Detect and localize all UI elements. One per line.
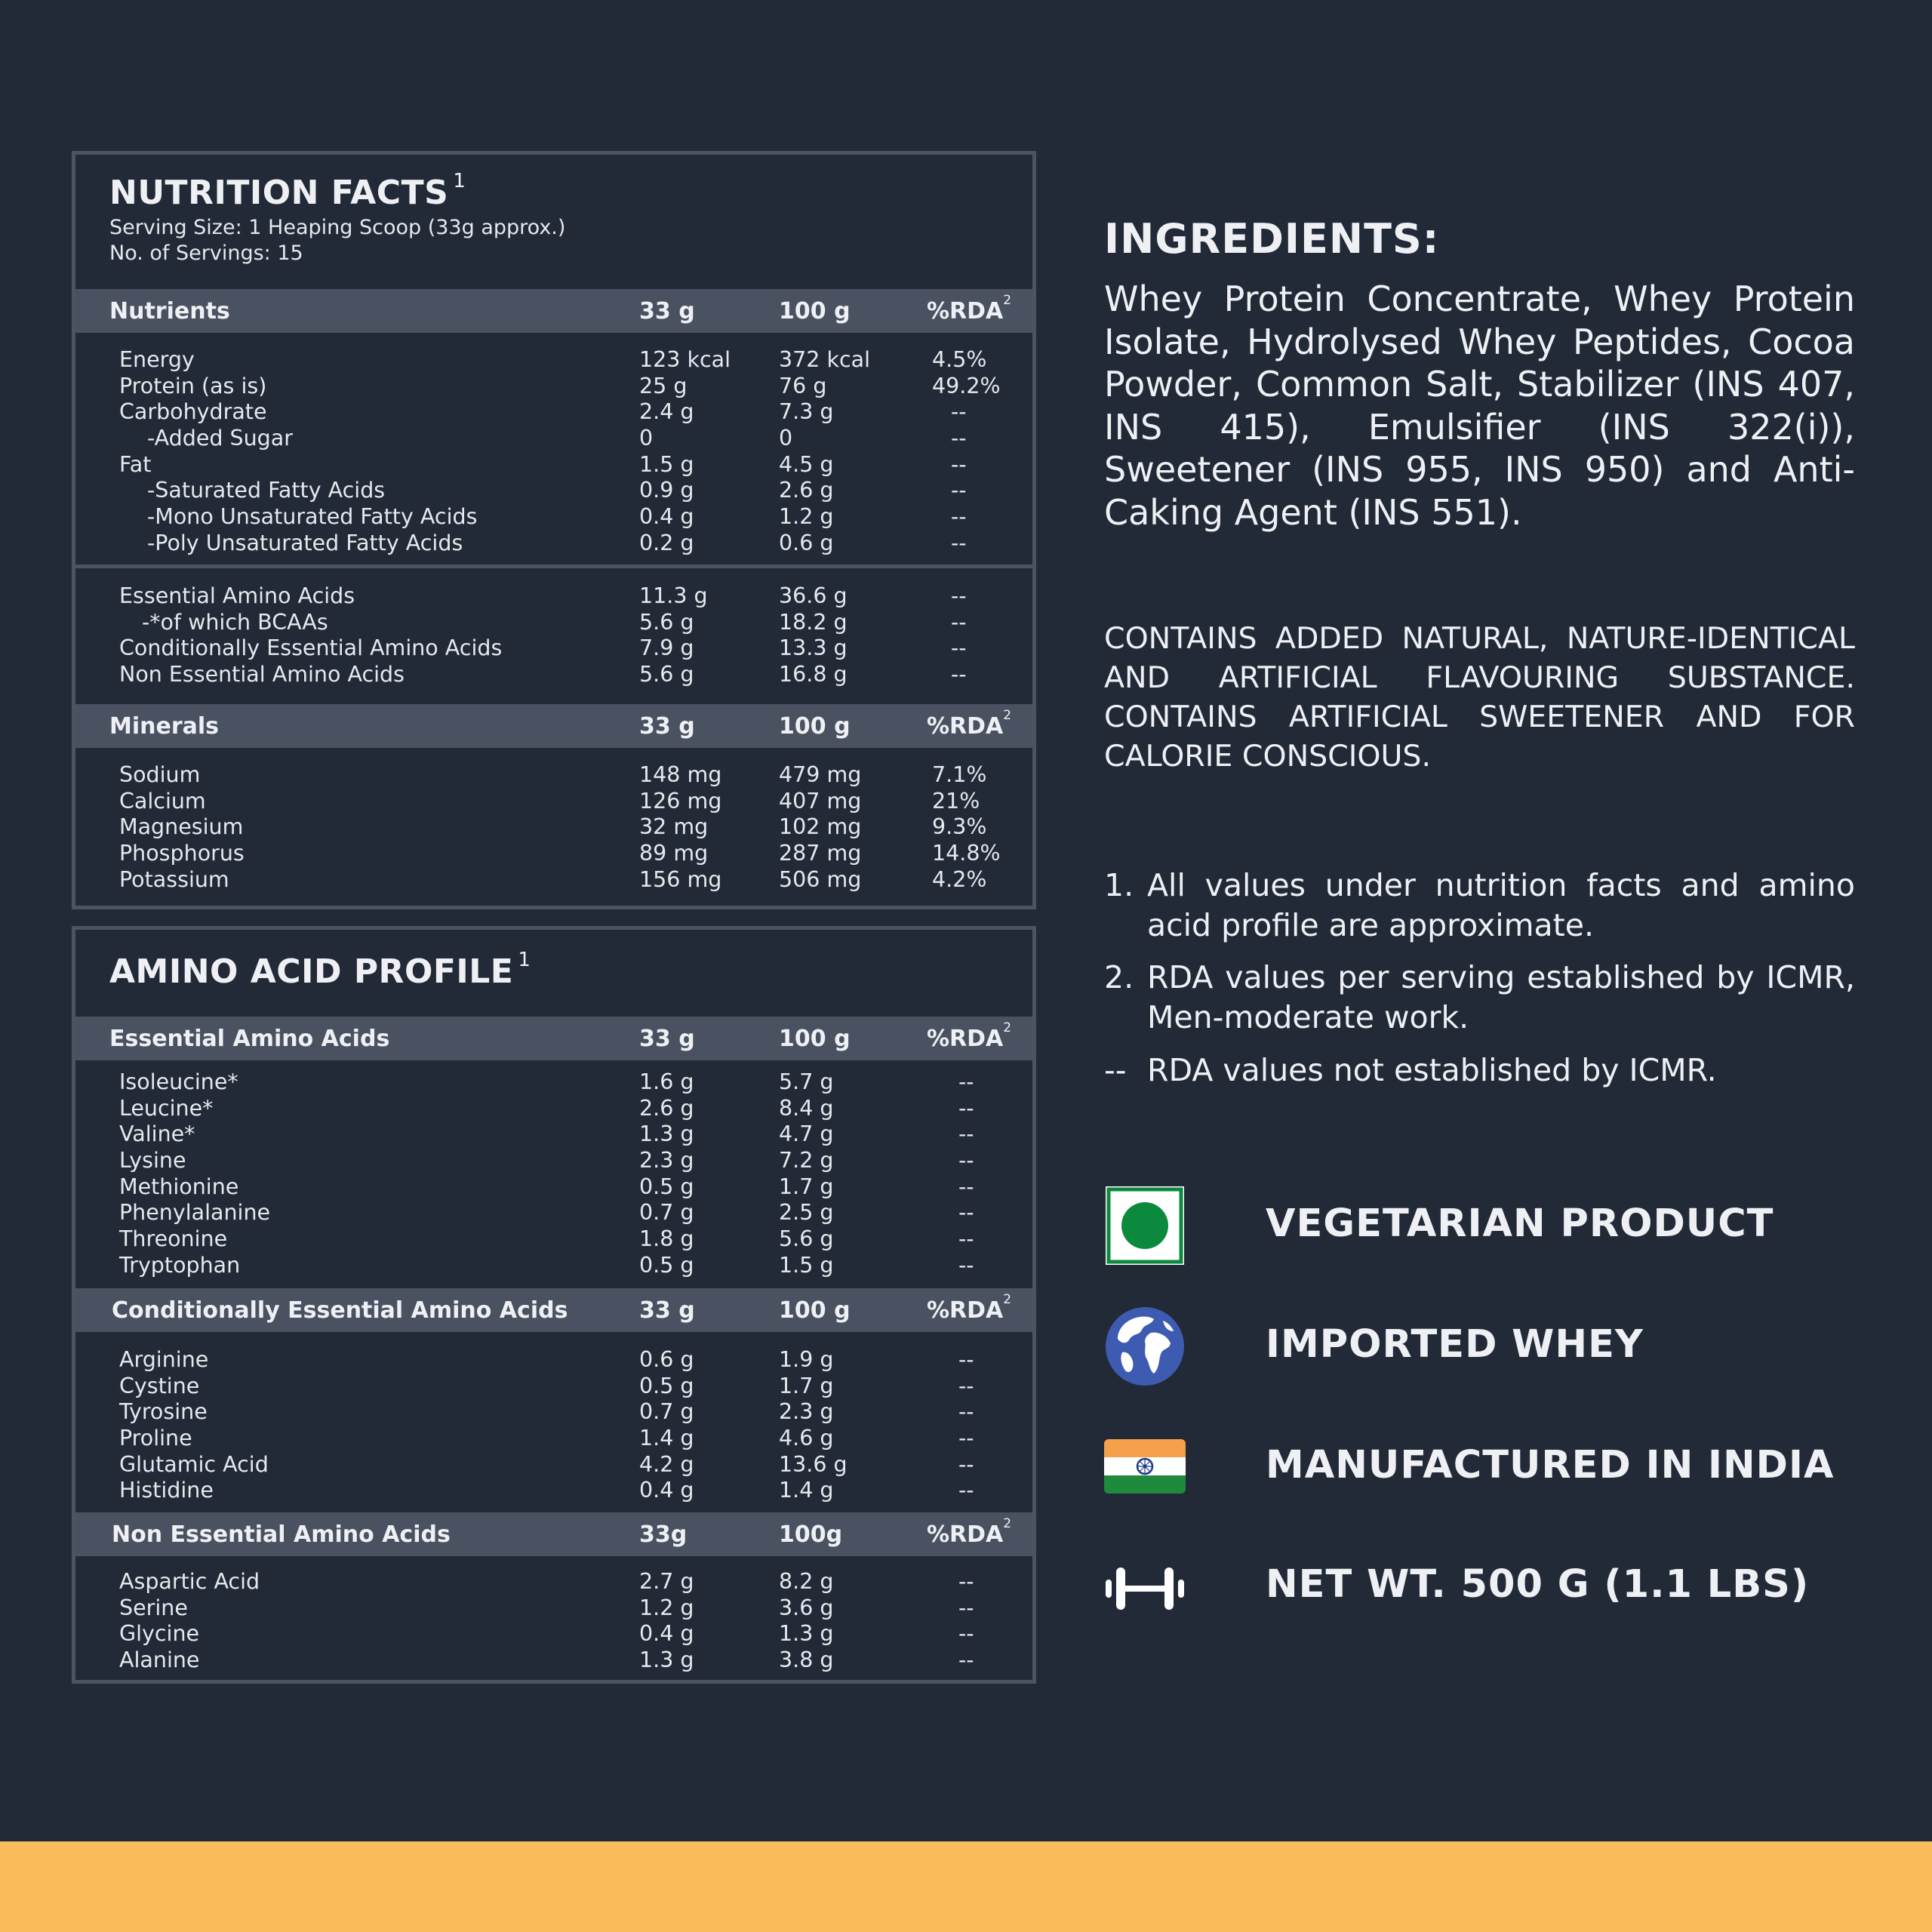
globe-icon — [1104, 1306, 1186, 1387]
amino-summary-rows — [75, 583, 1032, 688]
header-rda-text: %RDA — [927, 713, 1004, 740]
row-name: Leucine* — [119, 1095, 214, 1121]
manufactured-in-india-label: MANUFACTURED IN INDIA — [1266, 1443, 1835, 1487]
row-rda: -- — [951, 504, 967, 530]
table-row — [75, 504, 1032, 531]
row-rda: -- — [958, 1069, 974, 1094]
table-row — [75, 1069, 1032, 1096]
row-100g: 13.6 g — [779, 1451, 848, 1477]
row-100g: 76 g — [779, 373, 827, 398]
row-100g: 7.3 g — [779, 399, 834, 425]
row-name: Serine — [119, 1595, 188, 1620]
row-100g: 5.7 g — [779, 1069, 834, 1094]
row-33g: 2.7 g — [639, 1569, 694, 1594]
row-name: Isoleucine* — [119, 1069, 238, 1094]
conditional-amino-rows — [75, 1347, 1032, 1504]
table-row — [75, 399, 1032, 426]
header-rda-sup: 2 — [1003, 293, 1012, 308]
row-100g: 1.7 g — [779, 1174, 834, 1199]
row-name: Protein (as is) — [119, 373, 267, 398]
row-100g: 506 mg — [779, 866, 862, 892]
row-33g: 1.6 g — [639, 1069, 694, 1094]
row-rda: -- — [951, 583, 967, 608]
header-label: Conditionally Essential Amino Acids — [112, 1297, 568, 1324]
row-name: Carbohydrate — [119, 399, 267, 425]
row-33g: 0 — [639, 426, 654, 451]
row-name: Tyrosine — [119, 1399, 208, 1425]
row-name: Phosphorus — [119, 841, 245, 866]
row-name: -Added Sugar — [147, 426, 293, 451]
table-row — [75, 1148, 1032, 1174]
row-rda: -- — [951, 609, 967, 635]
row-name: Aspartic Acid — [119, 1569, 260, 1594]
header-label: Minerals — [109, 713, 220, 740]
table-row — [75, 1452, 1032, 1478]
row-name: Arginine — [119, 1347, 209, 1372]
row-100g: 4.7 g — [779, 1121, 834, 1147]
header-100g: 100 g — [779, 1026, 851, 1052]
row-name: Essential Amino Acids — [119, 583, 355, 608]
vegetarian-label: VEGETARIAN PRODUCT — [1266, 1201, 1774, 1246]
row-name: Methionine — [119, 1174, 239, 1199]
row-33g: 148 mg — [639, 762, 722, 787]
row-rda: -- — [951, 662, 967, 688]
row-rda: -- — [958, 1148, 974, 1174]
table-row — [75, 1226, 1032, 1253]
table-row — [75, 662, 1032, 688]
footnote-marker: 2. — [1104, 959, 1134, 995]
row-33g: 2.3 g — [639, 1148, 694, 1174]
header-rda-text: %RDA — [927, 1521, 1004, 1548]
row-33g: 7.9 g — [639, 635, 694, 661]
row-33g: 126 mg — [639, 788, 722, 814]
table-row — [75, 814, 1032, 841]
row-100g: 3.6 g — [779, 1595, 834, 1620]
header-100g: 100 g — [779, 713, 851, 740]
row-33g: 2.4 g — [639, 399, 694, 425]
nutrition-facts-title — [109, 170, 466, 212]
row-rda: -- — [958, 1595, 974, 1620]
dumbbell-icon — [1104, 1566, 1186, 1611]
table-row — [75, 762, 1032, 789]
row-100g: 4.6 g — [779, 1426, 834, 1451]
row-100g: 372 kcal — [779, 347, 871, 372]
row-name: -Mono Unsaturated Fatty Acids — [147, 504, 478, 530]
row-name: -Saturated Fatty Acids — [147, 478, 386, 503]
table-row — [75, 1096, 1032, 1122]
footnote-marker: -- — [1104, 1052, 1127, 1088]
row-100g: 0.6 g — [779, 530, 834, 555]
row-rda: -- — [958, 1095, 974, 1121]
ingredients-title: INGREDIENTS: — [1104, 215, 1440, 263]
row-33g: 5.6 g — [639, 609, 694, 635]
footnote-marker: 1. — [1104, 867, 1134, 903]
india-flag-icon — [1104, 1439, 1186, 1494]
row-100g: 5.6 g — [779, 1226, 834, 1252]
nutrients-rows — [75, 347, 1032, 557]
table-row — [75, 478, 1032, 504]
table-row — [75, 583, 1032, 610]
header-33g: 33 g — [639, 298, 695, 325]
row-rda: -- — [958, 1347, 974, 1372]
row-33g: 11.3 g — [639, 583, 708, 608]
table-row — [75, 867, 1032, 894]
header-label: Non Essential Amino Acids — [112, 1521, 451, 1548]
table-row — [75, 1121, 1032, 1148]
row-rda: -- — [958, 1121, 974, 1147]
row-name: Tryptophan — [119, 1252, 241, 1278]
essential-amino-header — [75, 1017, 1032, 1060]
imported-whey-label: IMPORTED WHEY — [1266, 1322, 1644, 1367]
table-row — [75, 1426, 1032, 1452]
header-rda-text: %RDA — [927, 298, 1004, 325]
row-rda: -- — [951, 451, 967, 477]
minerals-rows — [75, 762, 1032, 893]
header-33g: 33 g — [639, 713, 695, 740]
row-100g: 479 mg — [779, 762, 862, 787]
row-33g: 0.6 g — [639, 1347, 694, 1372]
row-rda: 4.2% — [932, 866, 987, 892]
row-100g: 1.5 g — [779, 1252, 834, 1278]
row-100g: 3.8 g — [779, 1647, 834, 1673]
row-name: Alanine — [119, 1647, 200, 1673]
row-100g: 36.6 g — [779, 583, 848, 608]
row-rda: 49.2% — [932, 373, 1001, 398]
row-name: Threonine — [119, 1226, 228, 1252]
row-name: Phenylalanine — [119, 1200, 271, 1226]
header-33g: 33g — [639, 1521, 688, 1548]
table-row — [75, 1399, 1032, 1426]
row-name: Fat — [119, 451, 152, 477]
header-rda — [927, 1292, 1012, 1324]
row-rda: -- — [958, 1647, 974, 1673]
row-100g: 8.4 g — [779, 1095, 834, 1121]
row-100g: 2.5 g — [779, 1200, 834, 1226]
row-100g: 287 mg — [779, 841, 862, 866]
header-rda — [927, 708, 1012, 740]
row-rda: -- — [958, 1226, 974, 1252]
header-rda — [927, 1020, 1012, 1052]
header-rda — [927, 1516, 1012, 1548]
table-row — [75, 1621, 1032, 1647]
row-33g: 1.3 g — [639, 1647, 694, 1673]
row-100g: 1.4 g — [779, 1478, 834, 1503]
row-name: Conditionally Essential Amino Acids — [119, 635, 503, 661]
header-33g: 33 g — [639, 1026, 695, 1052]
footnote-3 — [1104, 1051, 1855, 1091]
row-rda: 14.8% — [932, 841, 1001, 866]
header-100g: 100g — [779, 1521, 843, 1548]
servings-count: No. of Servings: 15 — [109, 242, 303, 265]
footnote-1 — [1104, 866, 1855, 946]
amino-profile-title-text: AMINO ACID PROFILE — [109, 952, 514, 991]
row-name: Non Essential Amino Acids — [119, 662, 405, 688]
row-rda: -- — [958, 1478, 974, 1503]
row-name: Glycine — [119, 1621, 200, 1647]
row-33g: 4.2 g — [639, 1451, 694, 1477]
table-row — [75, 1174, 1032, 1201]
row-33g: 156 mg — [639, 866, 722, 892]
row-33g: 0.2 g — [639, 530, 694, 555]
row-rda: 9.3% — [932, 814, 987, 840]
row-33g: 0.5 g — [639, 1252, 694, 1278]
row-rda: -- — [958, 1200, 974, 1226]
row-33g: 0.4 g — [639, 504, 694, 530]
row-100g: 407 mg — [779, 788, 862, 814]
row-33g: 123 kcal — [639, 347, 731, 372]
nutrition-facts-panel — [72, 151, 1036, 909]
row-rda: -- — [951, 478, 967, 503]
table-row — [75, 374, 1032, 400]
row-name: Lysine — [119, 1148, 186, 1174]
row-33g: 0.4 g — [639, 1478, 694, 1503]
row-rda: -- — [958, 1174, 974, 1199]
section-divider — [75, 565, 1032, 568]
nutrition-facts-footnote-ref: 1 — [453, 170, 466, 193]
row-100g: 16.8 g — [779, 662, 848, 688]
row-33g: 25 g — [639, 373, 688, 398]
essential-amino-rows — [75, 1069, 1032, 1279]
table-row — [75, 635, 1032, 662]
table-row — [75, 1347, 1032, 1374]
ingredients-text: Whey Protein Concentrate, Whey Protein Isolate, Hydrolysed Whey Peptides, Cocoa Powder, Common Salt, Stabilizer (INS 407, INS 415), Emulsifier (INS 322(i)), Sweetener (INS 955, INS 950) and Anti-Caking Agent (INS 551). — [1104, 278, 1855, 533]
table-row — [75, 1647, 1032, 1674]
row-name: Histidine — [119, 1478, 214, 1503]
serving-size: Serving Size: 1 Heaping Scoop (33g approx.) — [109, 216, 566, 239]
header-rda-text: %RDA — [927, 1297, 1004, 1324]
header-label: Nutrients — [109, 298, 230, 325]
net-weight-label: NET WT. 500 G (1.1 LBS) — [1266, 1562, 1810, 1607]
row-33g: 1.8 g — [639, 1226, 694, 1252]
table-row — [75, 426, 1032, 452]
row-rda: -- — [951, 426, 967, 451]
footnote-text: All values under nutrition facts and amino acid profile are approximate. — [1147, 867, 1855, 943]
row-name: Cystine — [119, 1373, 200, 1398]
nutrition-facts-title-text: NUTRITION FACTS — [109, 174, 449, 212]
header-100g: 100 g — [779, 1297, 851, 1324]
row-rda: -- — [958, 1569, 974, 1594]
amino-acid-profile-panel — [72, 926, 1036, 1684]
row-33g: 5.6 g — [639, 662, 694, 688]
row-name: Potassium — [119, 866, 229, 892]
conditional-amino-header — [75, 1288, 1032, 1332]
row-33g: 0.5 g — [639, 1174, 694, 1199]
header-rda-sup: 2 — [1003, 1020, 1012, 1035]
footnote-text: RDA values not established by ICMR. — [1147, 1052, 1717, 1088]
table-row — [75, 347, 1032, 374]
table-row — [75, 1200, 1032, 1226]
footnote-2 — [1104, 958, 1855, 1038]
row-name: Magnesium — [119, 814, 244, 840]
row-100g: 4.5 g — [779, 451, 834, 477]
row-rda: -- — [958, 1451, 974, 1477]
row-100g: 18.2 g — [779, 609, 848, 635]
table-row — [75, 1595, 1032, 1622]
header-rda-sup: 2 — [1003, 1516, 1012, 1531]
row-33g: 0.9 g — [639, 478, 694, 503]
row-name: Glutamic Acid — [119, 1451, 269, 1477]
row-33g: 1.3 g — [639, 1121, 694, 1147]
row-33g: 0.7 g — [639, 1200, 694, 1226]
table-row — [75, 1374, 1032, 1400]
row-100g: 13.3 g — [779, 635, 848, 661]
nonessential-amino-header — [75, 1512, 1032, 1556]
vegetarian-icon — [1104, 1185, 1186, 1266]
nonessential-amino-rows — [75, 1569, 1032, 1674]
row-100g: 102 mg — [779, 814, 862, 840]
row-33g: 1.2 g — [639, 1595, 694, 1620]
row-33g: 89 mg — [639, 841, 709, 866]
row-name: Sodium — [119, 762, 201, 787]
table-row — [75, 789, 1032, 815]
header-rda-sup: 2 — [1003, 1292, 1012, 1307]
row-33g: 1.4 g — [639, 1426, 694, 1451]
row-33g: 1.5 g — [639, 451, 694, 477]
row-rda: -- — [958, 1399, 974, 1425]
row-33g: 32 mg — [639, 814, 709, 840]
row-100g: 8.2 g — [779, 1569, 834, 1594]
amino-profile-title — [109, 949, 531, 991]
row-100g: 1.3 g — [779, 1621, 834, 1647]
footnote-text: RDA values per serving established by ICMR, Men-moderate work. — [1147, 959, 1855, 1035]
row-name: Valine* — [119, 1121, 195, 1147]
row-100g: 7.2 g — [779, 1148, 834, 1174]
header-rda-text: %RDA — [927, 1026, 1004, 1052]
footer-accent-bar — [0, 1841, 1932, 1932]
row-rda: 21% — [932, 788, 980, 814]
row-rda: -- — [958, 1426, 974, 1451]
row-name: Proline — [119, 1426, 192, 1451]
row-100g: 0 — [779, 426, 793, 451]
row-rda: -- — [958, 1373, 974, 1398]
row-100g: 1.9 g — [779, 1347, 834, 1372]
table-row — [75, 1253, 1032, 1279]
table-row — [75, 841, 1032, 867]
row-100g: 2.3 g — [779, 1399, 834, 1425]
nutrients-header — [75, 289, 1032, 333]
row-rda: -- — [951, 399, 967, 425]
row-33g: 0.5 g — [639, 1373, 694, 1398]
row-rda: -- — [951, 635, 967, 661]
row-rda: -- — [951, 530, 967, 555]
table-row — [75, 610, 1032, 636]
row-rda: -- — [958, 1252, 974, 1278]
row-rda: 4.5% — [932, 347, 987, 372]
row-name: -*of which BCAAs — [142, 609, 328, 635]
row-name: Calcium — [119, 788, 206, 814]
minerals-header — [75, 704, 1032, 748]
row-33g: 0.4 g — [639, 1621, 694, 1647]
header-100g: 100 g — [779, 298, 851, 325]
row-33g: 2.6 g — [639, 1095, 694, 1121]
header-rda-sup: 2 — [1003, 708, 1012, 723]
header-rda — [927, 293, 1012, 325]
amino-profile-footnote-ref: 1 — [518, 949, 531, 972]
row-100g: 2.6 g — [779, 478, 834, 503]
row-33g: 0.7 g — [639, 1399, 694, 1425]
header-label: Essential Amino Acids — [109, 1026, 390, 1052]
table-row — [75, 531, 1032, 557]
header-33g: 33 g — [639, 1297, 695, 1324]
row-name: Energy — [119, 347, 195, 372]
row-rda: -- — [958, 1621, 974, 1647]
row-100g: 1.7 g — [779, 1373, 834, 1398]
row-rda: 7.1% — [932, 762, 987, 787]
table-row — [75, 452, 1032, 478]
table-row — [75, 1569, 1032, 1595]
table-row — [75, 1478, 1032, 1504]
row-100g: 1.2 g — [779, 504, 834, 530]
row-name: -Poly Unsaturated Fatty Acids — [147, 530, 463, 555]
contains-statement: CONTAINS ADDED NATURAL, NATURE-IDENTICAL AND ARTIFICIAL FLAVOURING SUBSTANCE. CONTAINS ARTIFICIAL SWEETENER AND FOR CALORIE CONSCIOUS. — [1104, 621, 1855, 774]
